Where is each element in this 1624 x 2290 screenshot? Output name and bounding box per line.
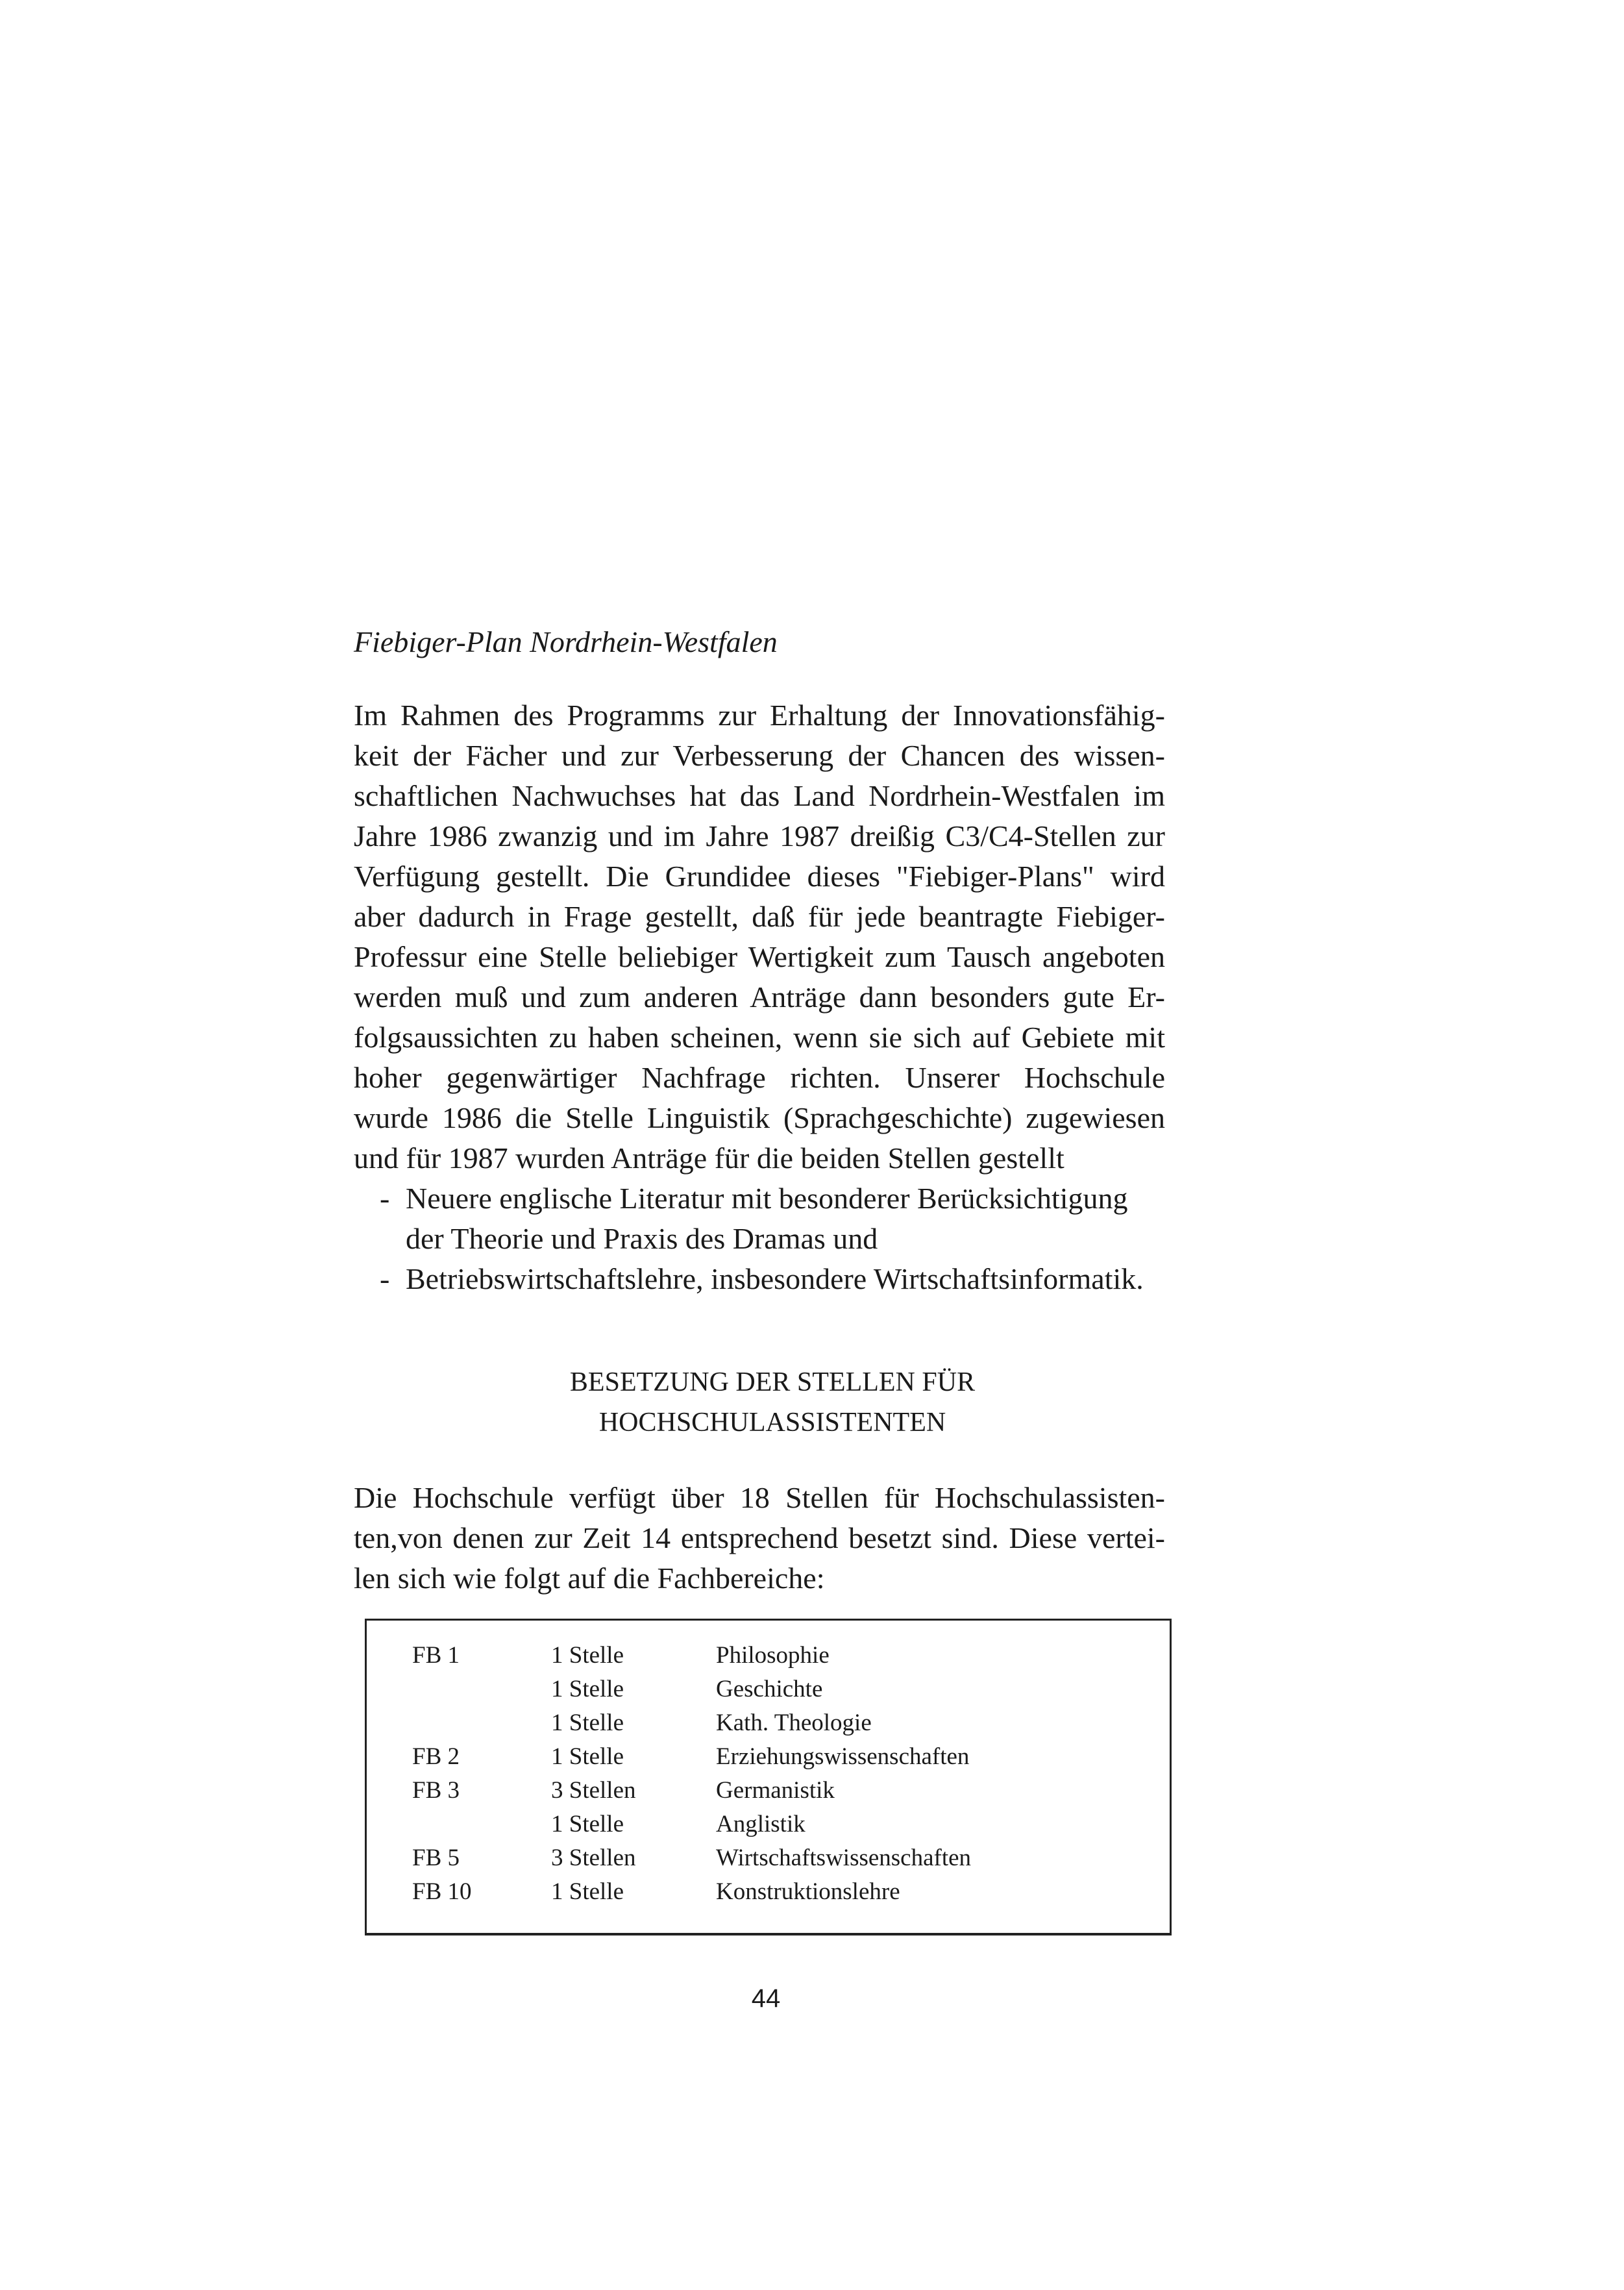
text-line: Jahre 1986 zwanzig und im Jahre 1987 dreißig C3/C4-Stellen zur <box>354 819 1165 853</box>
table-row <box>367 1706 1170 1740</box>
paragraph-fiebiger <box>354 695 1165 1178</box>
subject-cell: Geschichte <box>716 1676 823 1702</box>
assistant-positions-table <box>365 1619 1172 1935</box>
text-line: Professur eine Stelle beliebiger Wertigkeit zum Tausch angeboten <box>354 940 1165 973</box>
table-row <box>367 1673 1170 1706</box>
subject-cell: Philosophie <box>716 1642 830 1669</box>
list-item-text: Neuere englische Literatur mit besonderer Berücksichtigung <box>406 1182 1128 1215</box>
table-row <box>367 1841 1170 1875</box>
section-title-hochschulassistenten <box>354 1362 1191 1443</box>
bullet-list <box>380 1178 1165 1299</box>
table-row <box>367 1639 1170 1673</box>
fachbereich-cell: FB 2 <box>412 1743 460 1770</box>
bullet-dash: - <box>380 1182 390 1215</box>
text-line: Die Hochschule verfügt über 18 Stellen für Hochschulassisten- <box>354 1481 1165 1514</box>
section-heading-fiebiger-plan: Fiebiger-Plan Nordrhein-Westfalen <box>354 625 778 658</box>
subject-cell: Erziehungswissenschaften <box>716 1743 970 1770</box>
list-item-text: Betriebswirtschaftslehre, insbesondere Wirtschaftsinformatik. <box>406 1262 1144 1295</box>
fachbereich-cell: FB 1 <box>412 1642 460 1669</box>
stellen-cell: 1 Stelle <box>551 1811 624 1837</box>
stellen-cell: 1 Stelle <box>551 1676 624 1702</box>
text-line: Verfügung gestellt. Die Grundidee dieses "Fiebiger-Plans" wird <box>354 860 1165 893</box>
fachbereich-cell: FB 5 <box>412 1845 460 1871</box>
text-line: aber dadurch in Frage gestellt, daß für jede beantragte Fiebiger- <box>354 900 1165 933</box>
table-row <box>367 1740 1170 1774</box>
page-number: 44 <box>751 1984 781 2013</box>
fachbereich-cell: FB 10 <box>412 1878 472 1905</box>
stellen-cell: 1 Stelle <box>551 1878 624 1905</box>
fachbereich-cell: FB 3 <box>412 1777 460 1804</box>
text-line: folgsaussichten zu haben scheinen, wenn sie sich auf Gebiete mit <box>354 1021 1165 1054</box>
stellen-cell: 3 Stellen <box>551 1845 636 1871</box>
table-row <box>367 1808 1170 1841</box>
text-line: hoher gegenwärtiger Nachfrage richten. Unserer Hochschule <box>354 1061 1165 1094</box>
text-line: keit der Fächer und zur Verbesserung der Chancen des wissen- <box>354 739 1165 772</box>
subject-cell: Wirtschaftswissenschaften <box>716 1845 972 1871</box>
table-row <box>367 1774 1170 1808</box>
title-line: HOCHSCHULASSISTENTEN <box>598 1408 946 1437</box>
text-line: und für 1987 wurden Anträge für die beiden Stellen gestellt <box>354 1141 1064 1175</box>
stellen-cell: 1 Stelle <box>551 1743 624 1770</box>
subject-cell: Kath. Theologie <box>716 1710 872 1736</box>
list-item <box>380 1259 1165 1299</box>
list-item-text: der Theorie und Praxis des Dramas und <box>406 1222 878 1255</box>
stellen-cell: 1 Stelle <box>551 1642 624 1669</box>
stellen-cell: 1 Stelle <box>551 1710 624 1736</box>
bullet-dash: - <box>380 1262 390 1295</box>
stellen-cell: 3 Stellen <box>551 1777 636 1804</box>
list-item <box>380 1178 1165 1219</box>
text-line: wurde 1986 die Stelle Linguistik (Sprachgeschichte) zugewiesen <box>354 1101 1165 1134</box>
subject-cell: Konstruktionslehre <box>716 1878 900 1905</box>
subject-cell: Anglistik <box>716 1811 806 1837</box>
text-line: ten,von denen zur Zeit 14 entsprechend besetzt sind. Diese vertei- <box>354 1521 1165 1554</box>
text-line: werden muß und zum anderen Anträge dann besonders gute Er- <box>354 980 1165 1014</box>
list-item-continuation <box>380 1219 1165 1259</box>
text-line: Im Rahmen des Programms zur Erhaltung der Innovationsfähig- <box>354 699 1165 732</box>
subject-cell: Germanistik <box>716 1777 835 1804</box>
text-line: schaftlichen Nachwuchses hat das Land Nordrhein-Westfalen im <box>354 779 1165 812</box>
table-row <box>367 1875 1170 1909</box>
title-line: BESETZUNG DER STELLEN FÜR <box>569 1367 976 1397</box>
paragraph-assistenten <box>354 1478 1165 1599</box>
text-line: len sich wie folgt auf die Fachbereiche: <box>354 1562 825 1595</box>
